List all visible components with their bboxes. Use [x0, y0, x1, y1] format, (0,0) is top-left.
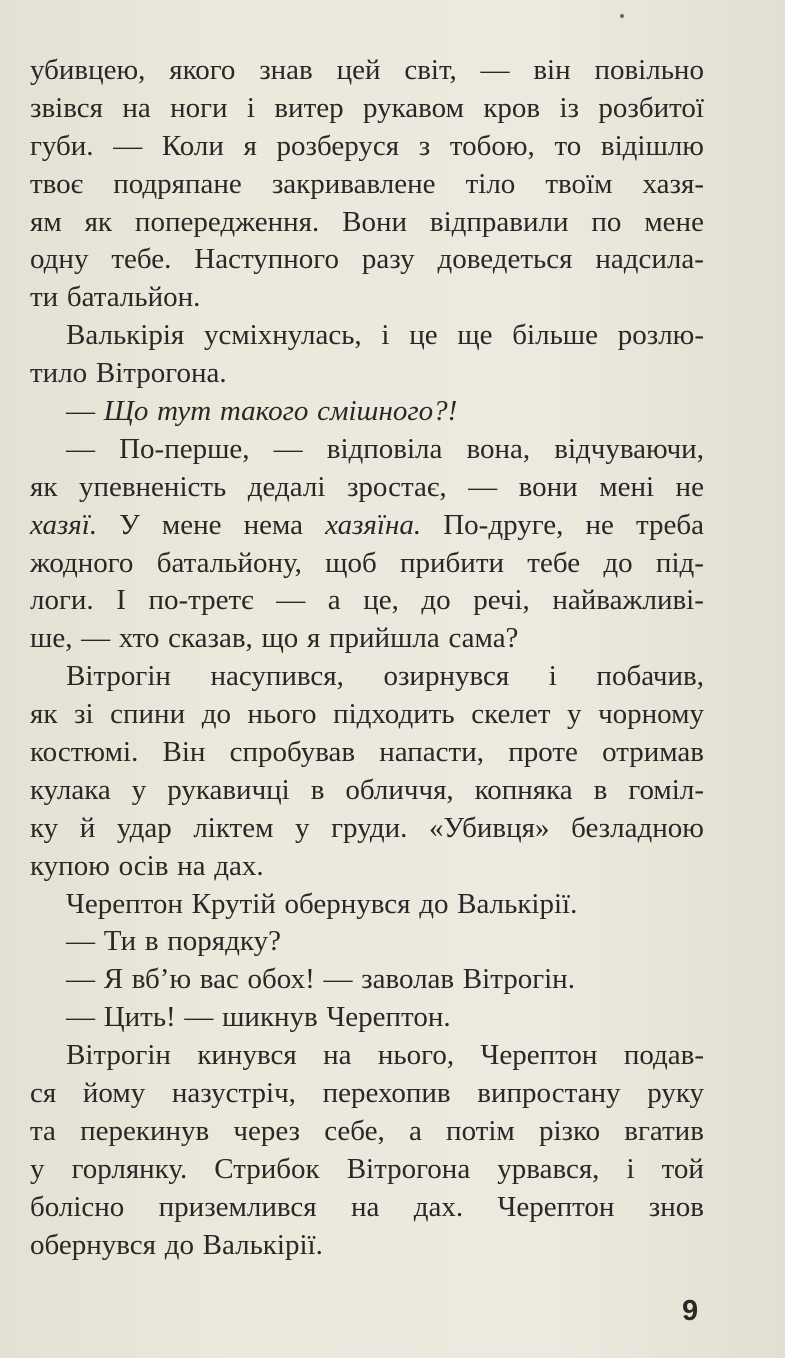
word: — [323, 963, 353, 996]
word: кулака [30, 773, 111, 806]
text-line [30, 1227, 704, 1265]
word: а [327, 584, 341, 617]
word: я [306, 622, 321, 655]
word: Я [103, 963, 124, 996]
word: побачив, [596, 660, 704, 693]
word: отримав [602, 736, 704, 769]
text-line [30, 658, 704, 696]
word: — [66, 925, 95, 958]
word: відчуваючи, [554, 432, 704, 465]
word: горлянку. [71, 1152, 188, 1185]
text-line [30, 469, 704, 507]
text-line [30, 1113, 704, 1151]
page-number: 9 [682, 1295, 699, 1327]
word: обличчя, [345, 773, 454, 806]
word: вона, [466, 432, 531, 465]
text-line [30, 545, 704, 583]
word: вб’ю [131, 963, 192, 996]
text-line [30, 128, 704, 166]
word: Черептон [66, 887, 183, 920]
word: йому [82, 1077, 146, 1110]
word: знав [259, 54, 313, 86]
word: ку [30, 811, 59, 844]
word: смішного?! [317, 395, 458, 428]
word: цей [336, 54, 381, 86]
word: тебе [527, 546, 581, 579]
word: той [661, 1152, 704, 1185]
word: заволав [361, 963, 455, 996]
word: що [261, 622, 299, 655]
word: до [419, 887, 449, 920]
word: до [164, 1228, 194, 1261]
word: копняка [474, 773, 573, 806]
word: подряпане [113, 167, 242, 200]
text-line [30, 1189, 704, 1227]
word: зростає, [346, 470, 447, 503]
word: Валькірії. [457, 887, 578, 920]
text-line [30, 393, 704, 431]
word: такого [219, 395, 309, 428]
word: ся [30, 1077, 57, 1110]
word: логи. [30, 584, 94, 617]
word: разу [361, 243, 415, 276]
word: з [418, 129, 431, 162]
word: Цить! [103, 1001, 176, 1034]
text-line [30, 317, 704, 355]
word: чорному [598, 698, 704, 731]
word: Черептон [480, 1039, 598, 1072]
word: не [675, 470, 704, 503]
word: обох! [247, 963, 315, 996]
word: — [66, 963, 95, 996]
word: Крутій [191, 887, 276, 920]
word: одну [30, 243, 89, 276]
word: відішлю [600, 129, 704, 162]
word: розберуся [276, 129, 400, 162]
word: перекинув [80, 1114, 210, 1147]
word: через [233, 1114, 301, 1147]
text-line [30, 431, 704, 469]
word: напасти, [379, 736, 484, 769]
word: а [408, 1114, 422, 1147]
word: купою [30, 849, 110, 882]
word: тебе. [111, 243, 172, 276]
word: подав- [623, 1039, 704, 1072]
word: Вони [342, 205, 408, 238]
word: повільно [594, 54, 704, 86]
text-line [30, 1075, 704, 1113]
word: потім [446, 1114, 515, 1147]
word: тут [157, 395, 212, 428]
word: в [310, 773, 325, 806]
word: то [554, 129, 582, 162]
word: твоє [30, 167, 84, 200]
word: мені [599, 470, 655, 503]
word: у [131, 773, 147, 806]
word: закривавлене [271, 167, 436, 200]
word: проте [508, 736, 578, 769]
word: знов [648, 1190, 704, 1223]
word: Вітрогона [346, 1152, 471, 1185]
body-text [30, 52, 704, 1265]
word: по-третє [148, 584, 254, 617]
word: усміхнулась, [203, 319, 362, 352]
word: ноги [170, 91, 228, 124]
word: костюмі. [30, 736, 139, 769]
word: І [116, 584, 126, 617]
word: як [30, 698, 58, 731]
word: кров [483, 91, 541, 124]
paper-speck [620, 14, 624, 18]
word: кинувся [197, 1039, 297, 1072]
word: Вітрогона. [95, 357, 227, 390]
word: батальйону, [156, 546, 302, 579]
word: надсила- [595, 243, 704, 276]
word: хто [118, 622, 160, 655]
text-line [30, 886, 704, 924]
word: рукавичці [167, 773, 290, 806]
word: світ, [404, 54, 457, 86]
word: на [122, 91, 151, 124]
word: удар [116, 811, 172, 844]
word: По-перше, [119, 432, 250, 465]
word: Коли [161, 129, 224, 162]
word: твоїм [545, 167, 613, 200]
word: назустріч, [171, 1077, 296, 1110]
word: По-друге, [443, 508, 564, 541]
word: він [533, 54, 571, 86]
word: треба [635, 508, 704, 541]
text-line [30, 241, 704, 279]
word: Він [162, 736, 206, 769]
word: вони [518, 470, 578, 503]
word: зі [74, 698, 94, 731]
word: щоб [325, 546, 377, 579]
word: у [30, 1152, 45, 1185]
text-line [30, 166, 704, 204]
word: — [468, 470, 498, 503]
word: у [566, 698, 582, 731]
word: — [66, 1001, 95, 1034]
word: звівся [30, 91, 103, 124]
word: ше, [30, 622, 73, 655]
word: упевненість [78, 470, 227, 503]
text-line [30, 204, 704, 242]
text-line [30, 1037, 704, 1075]
word: Черептон [497, 1190, 615, 1223]
word: доведеться [437, 243, 573, 276]
word: прибити [400, 546, 505, 579]
word: під- [655, 546, 704, 579]
word: хазяї. [30, 508, 98, 541]
word: до [421, 584, 451, 617]
word: Ти [103, 925, 137, 958]
word: ще [457, 319, 493, 352]
word: — [480, 54, 510, 86]
word: сказав, [168, 622, 253, 655]
word: Вітрогін [66, 1039, 171, 1072]
text-line [30, 734, 704, 772]
word: Стрибок [214, 1152, 320, 1185]
word: на [323, 1039, 352, 1072]
word: на [177, 849, 206, 882]
word: хазяїна. [325, 508, 422, 541]
word: нього [247, 698, 317, 731]
word: на [350, 1190, 380, 1223]
word: У [119, 508, 140, 541]
word: в [144, 925, 159, 958]
word: Черептон. [326, 1001, 451, 1034]
word: і [626, 1152, 635, 1185]
word: в [593, 773, 608, 806]
word: вас [199, 963, 239, 996]
word: — [66, 432, 95, 465]
word: груди. [331, 811, 408, 844]
word: безладною [571, 811, 704, 844]
word: Вітрогін. [462, 963, 575, 996]
word: підходить [333, 698, 455, 731]
word: хазя- [642, 167, 704, 200]
word: мене [161, 508, 222, 541]
text-line [30, 620, 704, 658]
word: шикнув [222, 1001, 318, 1034]
word: нема [243, 508, 304, 541]
word: озирнувся [383, 660, 510, 693]
text-line [30, 52, 704, 90]
word: Наступного [194, 243, 339, 276]
word: — [66, 395, 95, 428]
text-line [30, 810, 704, 848]
word: руку [647, 1077, 704, 1110]
word: і [246, 91, 255, 124]
word: болісно [30, 1190, 125, 1223]
text-line [30, 696, 704, 734]
word: себе, [324, 1114, 385, 1147]
word: як [30, 470, 58, 503]
word: Валькірії. [202, 1228, 323, 1261]
text-line [30, 923, 704, 961]
word: тобою, [449, 129, 535, 162]
word: із [559, 91, 579, 124]
word: губи. [30, 129, 94, 162]
word: — [81, 622, 111, 655]
word: порядку? [167, 925, 281, 958]
word: прийшла [329, 622, 440, 655]
word: осів [118, 849, 169, 882]
word: обернувся [284, 887, 411, 920]
word: і [548, 660, 557, 693]
word: до [201, 698, 231, 731]
text-line [30, 1151, 704, 1189]
text-line [30, 279, 704, 317]
word: дах. [214, 849, 264, 882]
text-line [30, 355, 704, 393]
word: дах. [413, 1190, 464, 1223]
word: витер [274, 91, 344, 124]
word: розлю- [617, 319, 704, 352]
word: й [79, 811, 96, 844]
word: «Убивця» [428, 811, 550, 844]
word: гоміл- [628, 773, 704, 806]
word: ям [30, 205, 62, 238]
word: якого [169, 54, 236, 86]
text-line [30, 582, 704, 620]
word: випростану [477, 1077, 621, 1110]
word: спробував [229, 736, 356, 769]
word: речі, [473, 584, 530, 617]
word: нього, [377, 1039, 455, 1072]
word: відповіла [326, 432, 443, 465]
word: приземлився [158, 1190, 317, 1223]
text-line [30, 772, 704, 810]
word: Валькірія [66, 319, 185, 352]
word: Що [103, 395, 149, 428]
word: по [591, 205, 622, 238]
word: спини [110, 698, 186, 731]
text-line [30, 848, 704, 886]
word: — [113, 129, 143, 162]
word: ліктем [193, 811, 274, 844]
text-line [30, 961, 704, 999]
word: тило [30, 357, 88, 390]
word: жодного [30, 546, 134, 579]
word: обернувся [30, 1228, 156, 1261]
word: рукавом [363, 91, 464, 124]
word: Вітрогін [66, 660, 171, 693]
word: відправили [429, 205, 569, 238]
word: урвався, [497, 1152, 600, 1185]
word: це [409, 319, 438, 352]
word: — [184, 1001, 214, 1034]
word: ти [30, 281, 59, 314]
word: — [273, 432, 303, 465]
word: сама? [448, 622, 519, 655]
word: — [276, 584, 306, 617]
word: попередження. [134, 205, 320, 238]
word: розбитої [598, 91, 704, 124]
word: до [603, 546, 633, 579]
word: і [381, 319, 390, 352]
text-line [30, 999, 704, 1037]
word: скелет [471, 698, 551, 731]
word: різко [538, 1114, 601, 1147]
word: убивцею, [30, 54, 146, 86]
word: як [84, 205, 113, 238]
word: не [585, 508, 614, 541]
word: та [30, 1114, 56, 1147]
word: вгатив [624, 1114, 704, 1147]
word: насупився, [210, 660, 344, 693]
word: тіло [465, 167, 516, 200]
word: у [295, 811, 310, 844]
word: це, [363, 584, 399, 617]
word: мене [644, 205, 704, 238]
word: я [243, 129, 257, 162]
word: батальйон. [66, 281, 201, 314]
word: перехопив [322, 1077, 451, 1110]
word: більше [512, 319, 598, 352]
text-line [30, 90, 704, 128]
text-line [30, 507, 704, 545]
word: дедалі [247, 470, 326, 503]
word: найважливі- [552, 584, 704, 617]
